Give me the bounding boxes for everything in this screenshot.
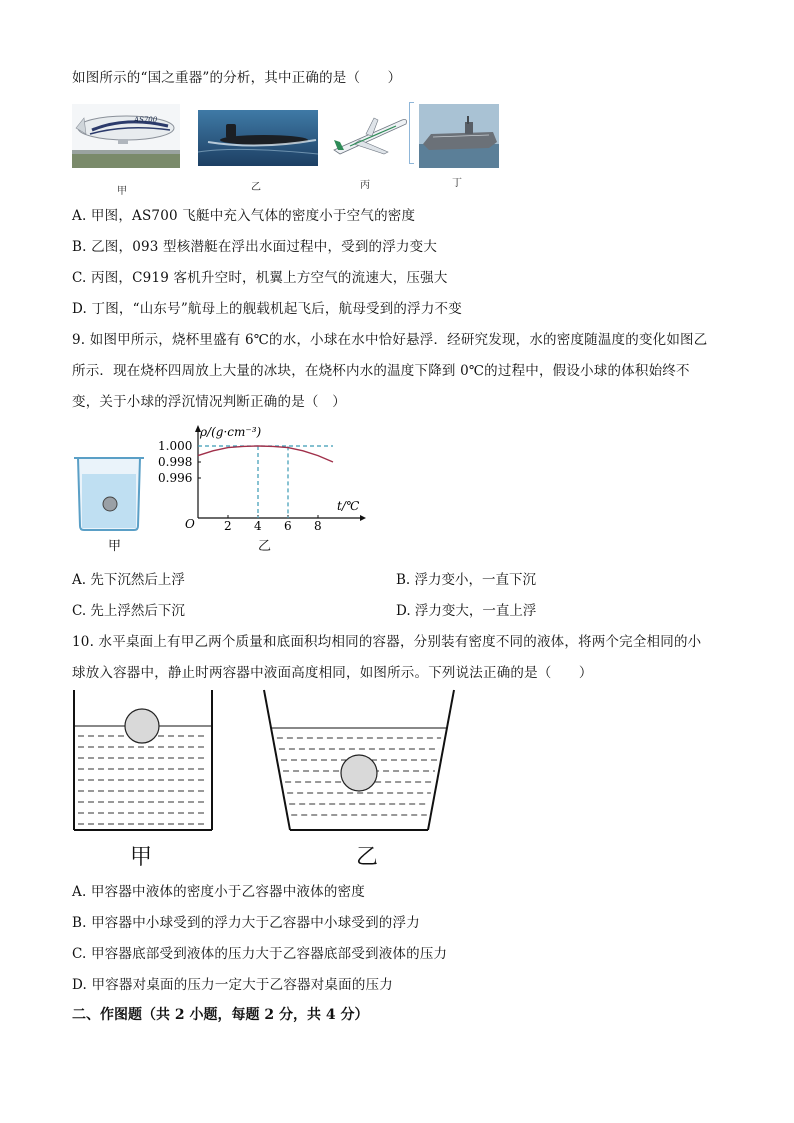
- q9-line-3: 变，关于小球的浮沉情况判断正确的是（ ）: [72, 394, 346, 410]
- q9-option-a: A. 先下沉然后上浮: [72, 572, 185, 588]
- q10-option-a: A. 甲容器中液体的密度小于乙容器中液体的密度: [72, 884, 365, 900]
- beaker-figure: [70, 452, 152, 534]
- q8-stem: 如图所示的“国之重器”的分析，其中正确的是（ ）: [72, 70, 402, 86]
- y-axis-label: ρ/(g·cm⁻³): [200, 425, 262, 439]
- section-2-title: 二、作图题（共 2 小题，每题 2 分，共 4 分）: [72, 1007, 369, 1023]
- caption-jia: 甲: [117, 186, 127, 197]
- density-temperature-chart: [158, 420, 370, 533]
- image-frame-mark: [409, 102, 414, 164]
- q10-line-2: 球放入容器中，静止时两容器中液面高度相同，如图所示。下列说法正确的是（ ）: [72, 665, 593, 681]
- fig9-yi-caption: 乙: [258, 539, 272, 554]
- caption-bing: 丙: [360, 180, 370, 191]
- y-tick-label: 0.996: [158, 471, 193, 485]
- q10-line-1: 10. 水平桌面上有甲乙两个质量和底面积均相同的容器，分别装有密度不同的液体，将两个完全相同的小: [72, 634, 702, 650]
- airship-photo: [72, 104, 180, 168]
- x-axis-label: t/℃: [337, 499, 360, 513]
- q10-option-b: B. 甲容器中小球受到的浮力大于乙容器中小球受到的浮力: [72, 915, 420, 931]
- density-curve: [198, 446, 333, 462]
- fig9-jia-caption: 甲: [108, 539, 122, 554]
- y-tick-label: 1.000: [158, 439, 193, 453]
- q8-option-d: D. 丁图，“山东号”航母上的舰载机起飞后，航母受到的浮力不变: [72, 301, 462, 317]
- airship-label: AS700: [134, 116, 158, 124]
- x-tick-label: 8: [314, 519, 322, 533]
- fig10-yi-caption: 乙: [356, 845, 379, 870]
- q8-option-c: C. 丙图，C919 客机升空时，机翼上方空气的流速大，压强大: [72, 270, 448, 286]
- caption-yi: 乙: [251, 182, 261, 193]
- q8-option-a: A. 甲图，AS700 飞艇中充入气体的密度小于空气的密度: [72, 208, 416, 224]
- submarine-photo: [198, 110, 318, 166]
- container-yi-figure: [256, 688, 460, 836]
- airliner-photo: [330, 104, 410, 166]
- q8-option-b: B. 乙图，093 型核潜艇在浮出水面过程中，受到的浮力变大: [72, 239, 438, 255]
- q10-option-d: D. 甲容器对桌面的压力一定大于乙容器对桌面的压力: [72, 977, 393, 993]
- q9-option-d: D. 浮力变大，一直上浮: [396, 603, 537, 619]
- container-jia-figure: [66, 688, 222, 836]
- q9-line-1: 9. 如图甲所示，烧杯里盛有 6℃的水，小球在水中恰好悬浮．经研究发现，水的密度随温度的变化如图乙: [72, 332, 708, 348]
- aircraft-carrier-photo: [419, 104, 499, 168]
- caption-ding: 丁: [452, 178, 462, 189]
- q10-option-c: C. 甲容器底部受到液体的压力大于乙容器底部受到液体的压力: [72, 946, 448, 962]
- q9-option-c: C. 先上浮然后下沉: [72, 603, 185, 619]
- origin-label: O: [185, 517, 195, 531]
- q9-line-2: 所示．现在烧杯四周放上大量的冰块，在烧杯内水的温度下降到 0℃的过程中，假设小球的体积始终不: [72, 363, 690, 379]
- q9-option-b: B. 浮力变小，一直下沉: [396, 572, 537, 588]
- x-tick-label: 6: [284, 519, 292, 533]
- x-tick-label: 4: [254, 519, 262, 533]
- y-tick-label: 0.998: [158, 455, 193, 469]
- x-tick-label: 2: [224, 519, 232, 533]
- fig10-jia-caption: 甲: [130, 845, 153, 870]
